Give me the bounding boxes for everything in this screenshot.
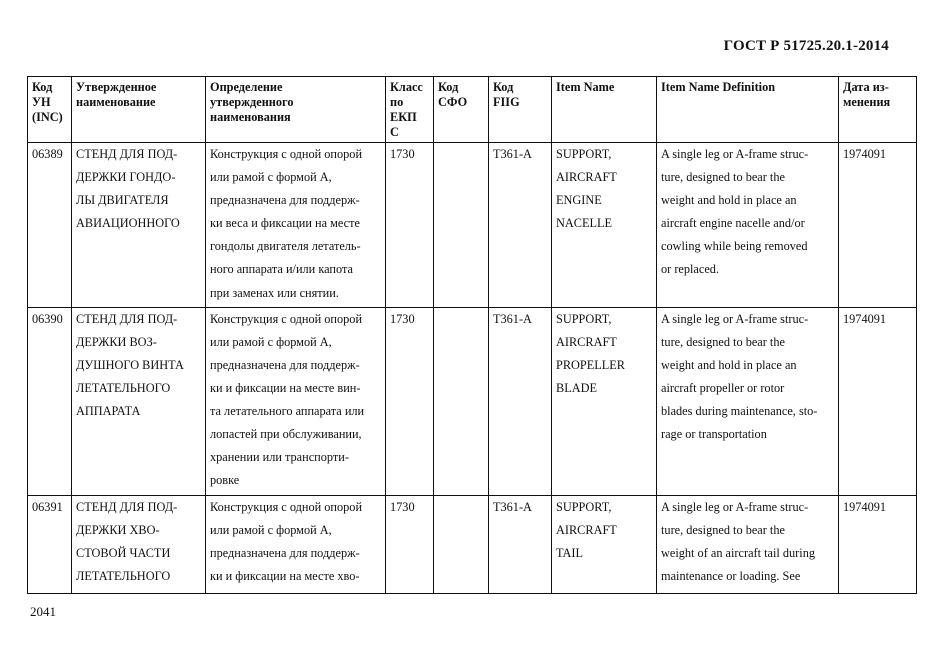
text-line: ЛЕТАТЕЛЬНОГО [76,380,171,395]
text-line: FIIG [493,95,520,109]
text-line: гондолы двигателя летатель- [210,239,361,254]
text-line: ки веса и фиксации на месте [210,216,360,231]
col-header-code-inc [28,77,72,143]
text-line: Конструкция с одной опорой [210,311,363,326]
cell-code: 06389 [28,143,72,308]
col-header-fiig-code [489,77,552,143]
text-line: Item Name [556,80,615,94]
cell-sfo-code [434,143,489,308]
text-line: ровке [210,473,240,488]
text-line: AIRCRAFT [556,522,617,537]
text-line: СФО [438,95,468,109]
text-line: СТЕНД ДЛЯ ПОД- [76,147,178,161]
text-line: TAIL [556,545,584,560]
cell-approved-name [72,307,206,495]
text-line: weight and hold in place an [661,193,797,208]
standard-number: ГОСТ Р 51725.20.1-2014 [723,38,889,54]
text-line: Конструкция с одной опорой [210,147,363,161]
header-row [28,77,917,143]
text-line: NACELLE [556,216,613,231]
cell-item-name-definition [657,307,839,495]
cell-item-name [552,495,657,593]
text-line: Конструкция с одной опорой [210,499,363,514]
cell-item-name [552,307,657,495]
cell-change-date: 1974091 [839,495,917,593]
cell-change-date: 1974091 [839,143,917,308]
text-line: предназначена для поддерж- [210,193,360,208]
cell-sfo-code [434,495,489,593]
cell-class: 1730 [386,143,434,308]
table-row [28,307,917,495]
text-line: A single leg or A-frame struc- [661,147,809,161]
text-line: предназначена для поддерж- [210,357,360,372]
text-line: или рамой с формой А, [210,170,332,185]
text-line: наименование [76,95,156,109]
text-line: Код [32,80,53,94]
cell-item-name-definition [657,143,839,308]
text-line: УН [32,95,51,109]
col-header-approved-name [72,77,206,143]
text-line: aircraft propeller or rotor [661,380,785,395]
table-row [28,143,917,308]
text-line: rage or transportation [661,427,767,442]
text-line: ного аппарата и/или капота [210,262,353,277]
text-line: PROPELLER [556,357,626,372]
text-line: SUPPORT, [556,311,612,326]
text-line: менения [843,95,891,109]
text-line: ДЕРЖКИ ХВО- [76,522,160,537]
text-line: АВИАЦИОННОГО [76,216,180,231]
text-line: ДЕРЖКИ ГОНДО- [76,170,176,185]
text-line: Утвержденное [76,80,157,94]
text-line: лопастей при обслуживании, [210,427,362,442]
text-line: maintenance or loading. See [661,568,801,583]
text-line: ture, designed to bear the [661,334,785,349]
text-line: Дата из- [843,80,889,94]
text-line: AIRCRAFT [556,334,617,349]
table-row [28,495,917,593]
text-line: ЛЕТАТЕЛЬНОГО [76,568,171,583]
text-line: Код [438,80,459,94]
text-line: или рамой с формой А, [210,334,332,349]
text-line: (INC) [32,110,63,124]
text-line: СТЕНД ДЛЯ ПОД- [76,311,178,326]
text-line: ЛЫ ДВИГАТЕЛЯ [76,193,169,208]
cell-item-name [552,143,657,308]
items-table [27,76,917,594]
col-header-item-name [552,77,657,143]
text-line: or replaced. [661,262,720,277]
text-line: SUPPORT, [556,499,612,514]
text-line: cowling while being removed [661,239,808,254]
cell-name-definition [206,143,386,308]
text-line: СТОВОЙ ЧАСТИ [76,545,171,560]
text-line: ДЕРЖКИ ВОЗ- [76,334,157,349]
text-line: наименования [210,110,291,124]
text-line: по [390,95,404,109]
text-line: АППАРАТА [76,404,141,419]
col-header-item-name-definition [657,77,839,143]
text-line: ДУШНОГО ВИНТА [76,357,184,372]
text-line: AIRCRAFT [556,170,617,185]
col-header-class [386,77,434,143]
text-line: ки и фиксации на месте вин- [210,380,361,395]
text-line: С [390,125,399,139]
cell-approved-name [72,495,206,593]
text-line: ture, designed to bear the [661,170,785,185]
text-line: Item Name Definition [661,80,776,94]
text-line: СТЕНД ДЛЯ ПОД- [76,499,178,514]
col-header-sfo-code [434,77,489,143]
page-number: 2041 [30,604,56,619]
cell-fiig-code: T361-A [489,307,552,495]
cell-change-date: 1974091 [839,307,917,495]
cell-code: 06391 [28,495,72,593]
cell-class: 1730 [386,495,434,593]
text-line: при заменах или снятии. [210,285,339,300]
text-line: Код [493,80,514,94]
cell-fiig-code: T361-A [489,143,552,308]
text-line: утвержденного [210,95,294,109]
text-line: Определение [210,80,283,94]
text-line: или рамой с формой А, [210,522,332,537]
col-header-change-date [839,77,917,143]
text-line: хранении или транспорти- [210,450,349,465]
text-line: weight of an aircraft tail during [661,545,815,560]
text-line: weight and hold in place an [661,357,797,372]
cell-name-definition [206,495,386,593]
text-line: BLADE [556,380,597,395]
cell-fiig-code: T361-A [489,495,552,593]
cell-class: 1730 [386,307,434,495]
cell-item-name-definition [657,495,839,593]
text-line: ENGINE [556,193,602,208]
text-line: Класс [390,80,423,94]
text-line: A single leg or A-frame struc- [661,311,809,326]
text-line: blades during maintenance, sto- [661,404,818,419]
text-line: A single leg or A-frame struc- [661,499,809,514]
text-line: ture, designed to bear the [661,522,785,537]
text-line: предназначена для поддерж- [210,545,360,560]
col-header-name-definition [206,77,386,143]
cell-code: 06390 [28,307,72,495]
cell-name-definition [206,307,386,495]
cell-approved-name [72,143,206,308]
text-line: aircraft engine nacelle and/or [661,216,805,231]
text-line: ЕКП [390,110,417,124]
text-line: ки и фиксации на месте хво- [210,568,360,583]
text-line: SUPPORT, [556,147,612,161]
cell-sfo-code [434,307,489,495]
text-line: та летательного аппарата или [210,404,365,419]
